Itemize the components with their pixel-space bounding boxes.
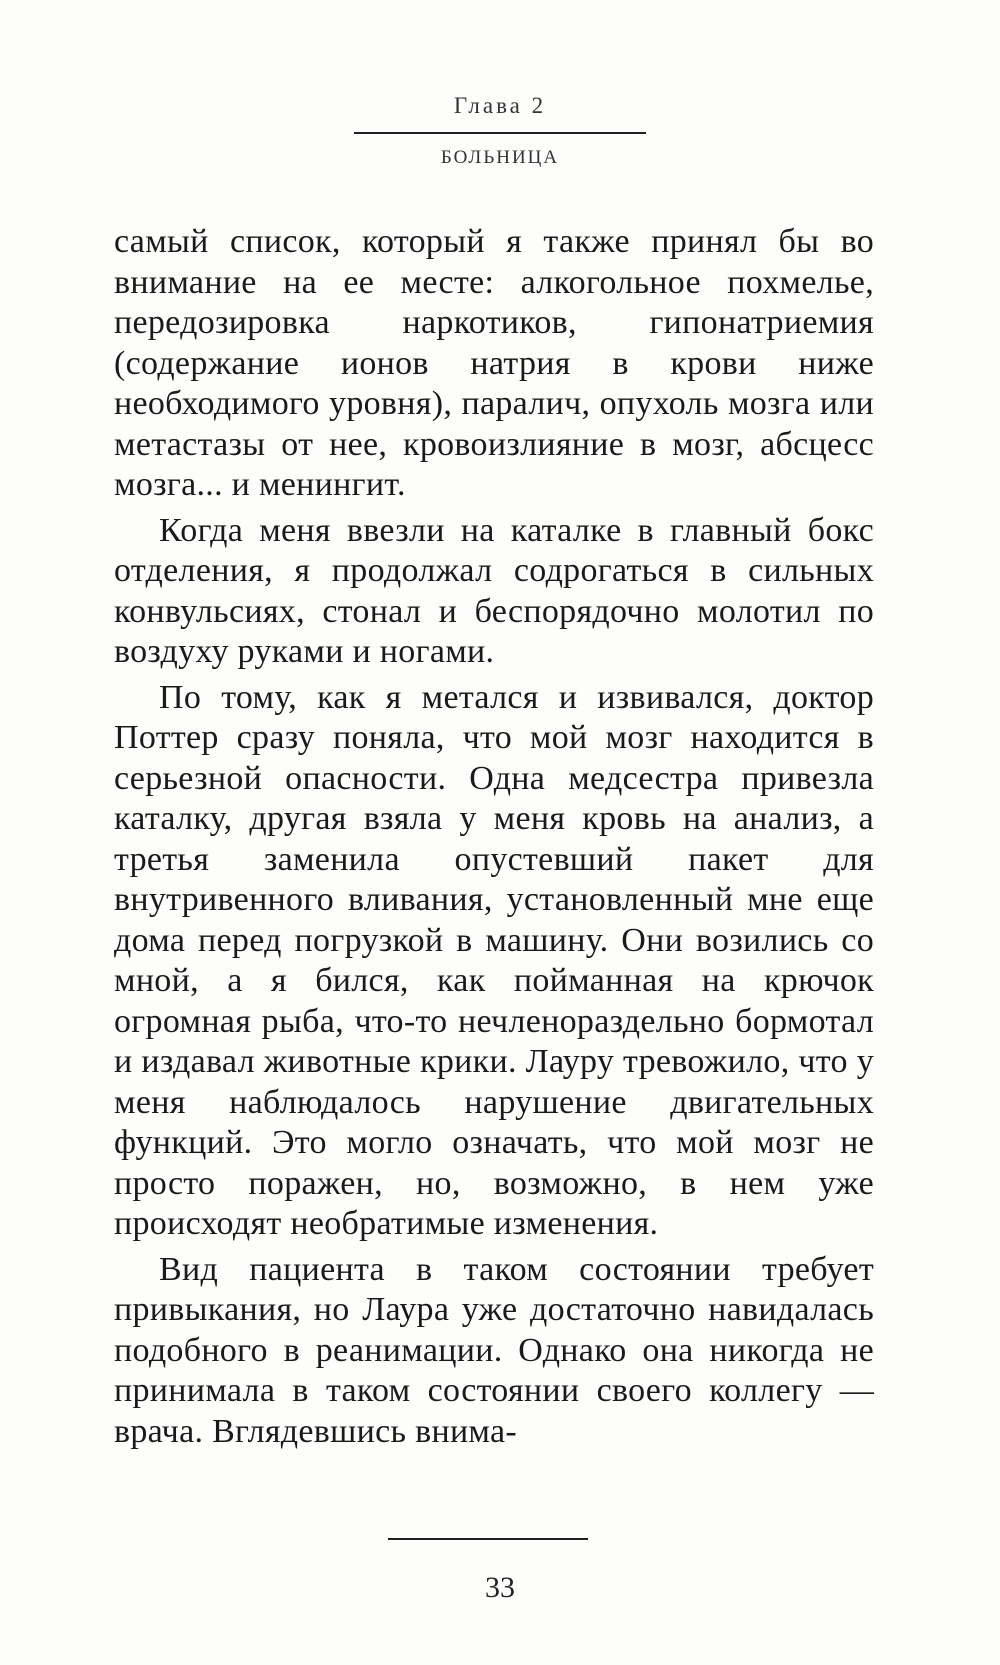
body-text [114, 222, 874, 1457]
page-number: 33 [485, 1571, 515, 1604]
footer-divider [388, 1538, 588, 1540]
chapter-title: БОЛЬНИЦА [440, 147, 560, 168]
running-head [0, 92, 1000, 170]
paragraph-1: самый список, который я также принял бы во внимание на ее месте: алкогольное похмелье, передозировка наркотиков, гипонатриемия (содержание ионов натрия в крови ниже необходимого уровня), паралич, опухоль мозга или метастазы от нее, кровоизлияние в мозг, абсцесс мозга... и менингит. [114, 223, 874, 503]
paragraph-3: По тому, как я метался и извивался, доктор Поттер сразу поняла, что мой мозг находится в серьезной опасности. Одна медсестра привезла каталку, другая взяла у меня кровь на анализ, а третья заменила опустевший пакет для внутривенного вливания, установленный мне еще дома перед погрузкой в машину. Они возились со мной, а я бился, как пойманная на крючок огромная рыба, что-то нечленораздельно бормотал и издавал животные крики. Лауру тревожило, что у меня наблюдалось нарушение двигательных функций. Это могло означать, что мой мозг не просто поражен, но, возможно, в нем уже происходят необратимые изменения. [114, 678, 874, 1242]
paragraph-4: Вид пациента в таком состоянии требует привыкания, но Лаура уже достаточно навидалась подобного в реанимации. Однако она никогда не принимала в таком состоянии своего коллегу — врача. Вглядевшись внима- [114, 1250, 874, 1450]
header-divider [354, 132, 646, 134]
chapter-label: Глава 2 [453, 93, 547, 118]
paragraph-2: Когда меня ввезли на каталке в главный бокс отделения, я продолжал содрогаться в сильных конвульсиях, стонал и беспорядочно молотил по воздуху руками и ногами. [114, 511, 874, 670]
